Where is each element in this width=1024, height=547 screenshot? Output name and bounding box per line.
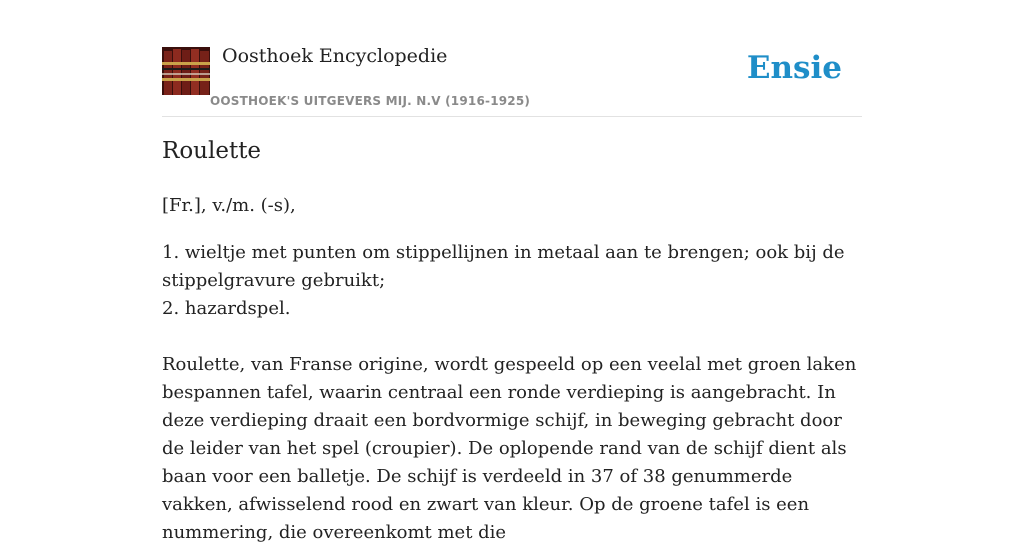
source-header [162,0,862,117]
grammar-info: [Fr.], v./m. (-s), [162,195,296,216]
source-title-link[interactable]: Oosthoek Encyclopedie [222,45,448,67]
content-container [162,0,862,543]
definitions-list [162,239,862,323]
book-spines-icon[interactable] [162,47,210,95]
definition-item: 1. wieltje met punten om stippellijnen in metaal aan te brengen; ook bij de stippelgravure gebruikt; [162,242,845,291]
ensie-logo-link[interactable]: Ensie [746,50,842,86]
entry-title: Roulette [162,138,262,164]
entry-body-text: Roulette, van Franse origine, wordt gespeeld op een veelal met groen laken bespannen tafel, waarin centraal een ronde verdieping is aangebracht. In deze verdieping draait een bordvormige schijf, in beweging gebracht door de leider van het spel (croupier). De oplopende rand van de schijf dient als baan voor een balletje. De schijf is verdeeld in 37 of 38 genummerde vakken, afwisselend rood en zwart van kleur. Op de groene tafel is een nummering, die overeenkomt met die [162,354,857,543]
publisher-label: OOSTHOEK'S UITGEVERS MIJ. N.V (1916-1925) [210,94,531,108]
definition-item: 2. hazardspel. [162,298,291,319]
